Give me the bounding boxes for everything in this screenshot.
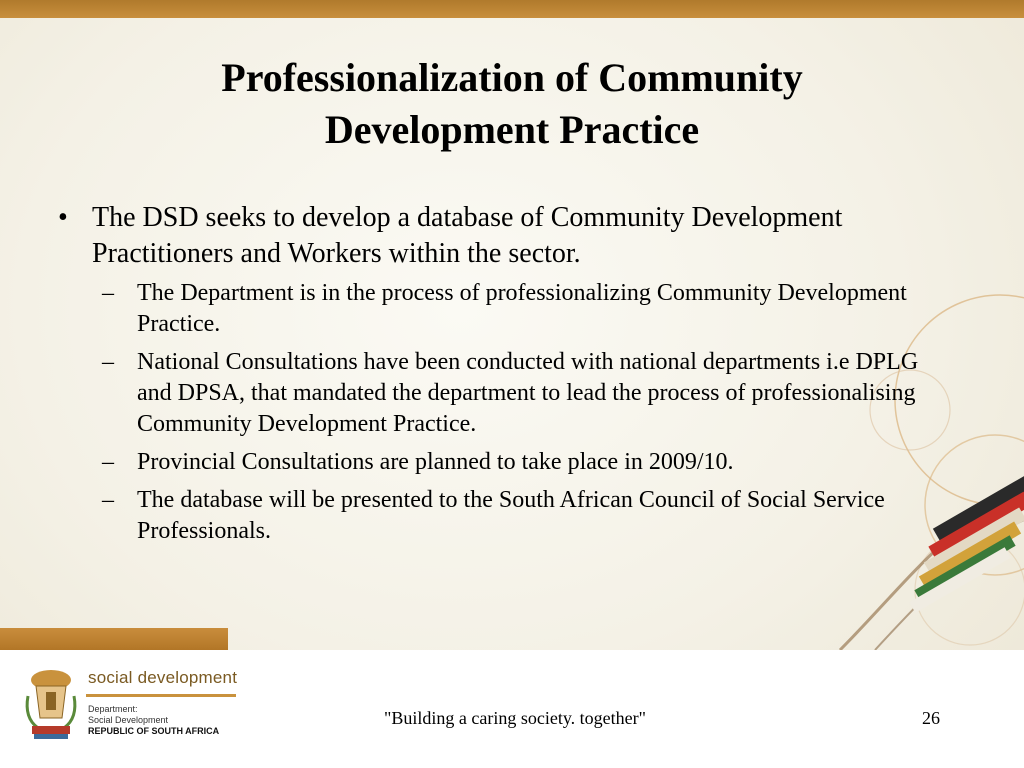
sub-bullet-text: Provincial Consultations are planned to take place in 2009/10.	[137, 449, 734, 475]
department-logo	[22, 664, 242, 748]
sub-bullet-list	[58, 278, 958, 547]
main-bullet-text: The DSD seeks to develop a database of Community Development Practitioners and Workers within the sector.	[92, 202, 843, 269]
dept-name: Social Development	[88, 715, 169, 725]
brand-underline	[86, 694, 236, 697]
dept-label: Department:	[88, 704, 138, 714]
country-name: REPUBLIC OF SOUTH AFRICA	[88, 726, 220, 736]
sub-bullet-text: The database will be presented to the South African Council of Social Service Professionals.	[137, 487, 885, 544]
sub-bullet-text: The Department is in the process of professionalizing Community Development Practice.	[137, 280, 907, 337]
dash-mark: –	[102, 449, 114, 475]
dash-mark: –	[102, 280, 114, 306]
brand-name: social development	[88, 668, 238, 687]
sub-bullet	[58, 347, 953, 440]
bullet-mark: •	[58, 202, 68, 233]
bottom-accent-bar	[0, 628, 228, 650]
sub-bullet	[58, 485, 953, 547]
page-number: 26	[922, 708, 940, 728]
slogan: "Building a caring society. together"	[384, 708, 646, 728]
coat-of-arms-icon	[22, 666, 80, 742]
dash-mark: –	[102, 487, 114, 513]
sub-bullet	[58, 278, 953, 340]
sub-bullet	[58, 447, 953, 478]
top-accent-bar	[0, 0, 1024, 18]
main-bullet	[58, 200, 958, 272]
slide-content	[58, 200, 958, 554]
sub-bullet-text: National Consultations have been conducted with national departments i.e DPLG and DPSA, that mandated the department to lead the process of professionalising Community Development Practice.	[137, 349, 919, 437]
dash-mark: –	[102, 349, 114, 375]
slide-title: Professionalization of Community Development Practice	[221, 55, 803, 152]
